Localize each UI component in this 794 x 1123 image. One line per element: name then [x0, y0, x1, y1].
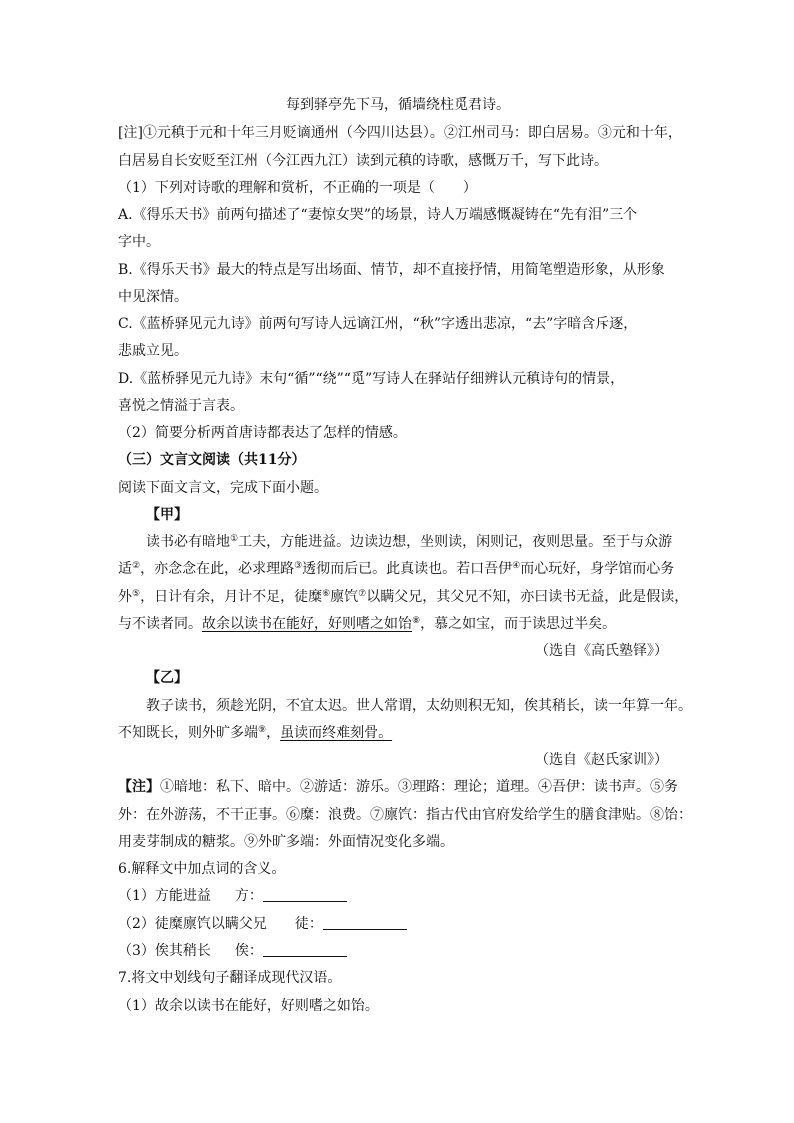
question-6-item-1: （1）方能进益 方： [118, 886, 347, 906]
option-a-line-1: A.《得乐天书》前两句描述了“妻惊女哭”的场景，诗人万端感慨凝铸在“先有泪”三个 [118, 207, 638, 223]
section-instruction: 阅读下面文言文，完成下面小题。 [118, 480, 328, 496]
question-7-stem: 7.将文中划线句子翻译成现代汉语。 [118, 970, 342, 986]
answer-blank-1[interactable] [263, 887, 347, 902]
passage-yi-label: 【乙】 [146, 670, 188, 686]
passage-yi-line-2: 不知既长，则外旷多端⑨，虽读而终难刻骨。 [118, 725, 393, 741]
option-d-line-2: 喜悦之情溢于言表。 [118, 398, 244, 414]
poem-last-line: 每到驿亭先下马，循墙绕柱觅君诗。 [286, 97, 510, 113]
source-yi: （选自《赵氏家训》） [535, 752, 668, 768]
passage-yi-line-1: 教子读书，须趁光阴，不宜太迟。世人常谓，太幼则积无知，俟其稍长，读一年算一年。 [146, 698, 692, 714]
option-b-line-2: 中见深情。 [118, 289, 188, 305]
question-6-item-3: （3）俟其稍长 俟： [118, 941, 347, 961]
question-6-item-2: （2）徒糜廪饩以瞒父兄 徒： [118, 914, 407, 934]
question-2-stem: （2）简要分析两首唐诗都表达了怎样的情感。 [118, 425, 407, 441]
poem-note-line-2: 白居易自长安贬至江州（今江西九江）读到元稹的诗歌，感慨万千，写下此诗。 [118, 153, 608, 169]
underlined-sentence-1: 故余以读书在能好，好则嗜之如饴 [202, 616, 412, 632]
passage-jia-line-1: 读书必有暗地①工夫，方能进益。边读边想，坐则读，闲则记，夜则思量。至于与众游 [146, 534, 673, 550]
question-6-stem: 6.解释文中加点词的含义。 [118, 861, 286, 877]
passage-jia-line-2: 适②，亦念念在此，必求理路③透彻而后已。此真读也。若口吾伊④而心玩好，身学馆而心务 [118, 561, 675, 577]
passage-jia-line-3: 外⑤，日计有余，月计不足，徒糜⑥廪饩⑦以瞒父兄，其父兄不知，亦曰读书无益，此是假读， [118, 589, 689, 605]
answer-blank-3[interactable] [263, 942, 347, 957]
source-jia: （选自《高氏塾铎》） [535, 643, 668, 659]
underlined-sentence-2: 虽读而终难刻骨。 [280, 725, 393, 741]
option-a-line-2: 字中。 [118, 234, 160, 250]
answer-blank-2[interactable] [323, 915, 407, 930]
option-b-line-1: B.《得乐天书》最大的特点是写出场面、情节，却不直接抒情，用简笔塑造形象，从形象 [118, 262, 665, 278]
question-7-item-1: （1）故余以读书在能好，好则嗜之如饴。 [118, 998, 379, 1014]
question-1-stem: （1）下列对诗歌的理解和赏析，不正确的一项是（ ） [118, 180, 477, 196]
passage-jia-label: 【甲】 [146, 507, 188, 523]
option-c-line-1: C.《蓝桥驿见元九诗》前两句写诗人远谪江州，“秋”字透出悲凉，“去”字暗含斥逐， [118, 316, 638, 332]
passage-jia-line-4: 与不读者同。故余以读书在能好，好则嗜之如饴⑧，慕之如宝，而于读思过半矣。 [118, 616, 617, 632]
option-d-line-1: D.《蓝桥驿见元九诗》末句“循”“绕”“觅”写诗人在驿站仔细辨认元稹诗句的情景， [118, 371, 625, 387]
notes-line-1: 【注】①暗地：私下、暗中。②游适：游乐。③理路：理论；道理。④吾伊：读书声。⑤务 [118, 779, 678, 795]
poem-note-line-1: [注]①元稹于元和十年三月贬谪通州（今四川达县）。②江州司马：即白居易。③元和十年， [118, 125, 682, 141]
notes-line-3: 用麦芽制成的糖浆。⑨外旷多端：外面情况变化多端。 [118, 834, 454, 850]
notes-line-2: 外：在外游荡，不干正事。⑥糜：浪费。⑦廪饩：指古代由官府发给学生的膳食津贴。⑧饴： [118, 807, 692, 823]
section-heading: （三）文言文阅读（共11分） [118, 452, 306, 468]
option-c-line-2: 悲戚立见。 [118, 343, 188, 359]
